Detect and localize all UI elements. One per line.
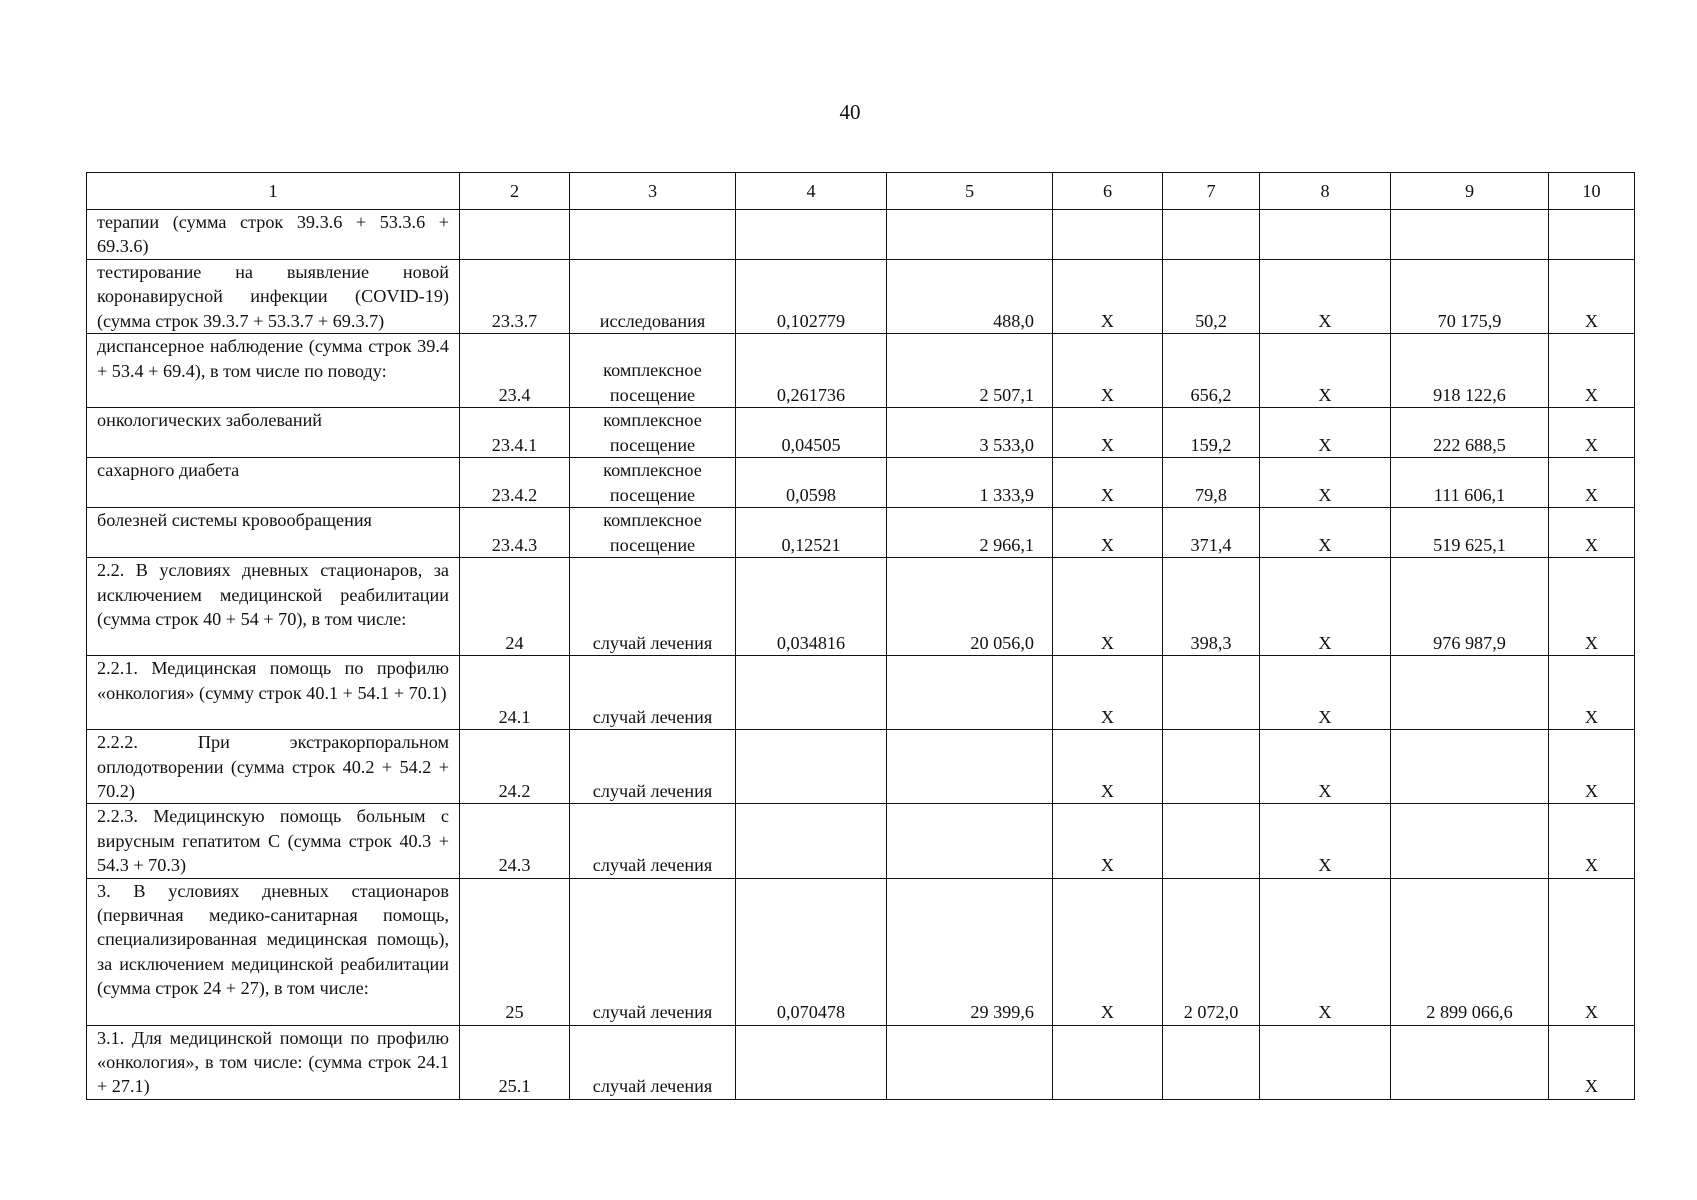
header-row bbox=[87, 173, 1635, 210]
table-row bbox=[87, 210, 1635, 260]
col-7-value-cell bbox=[1163, 656, 1260, 730]
unit-of-measure-cell: случай лечения bbox=[570, 558, 736, 656]
volume-norm-cell bbox=[736, 1025, 887, 1099]
col-9-value-cell bbox=[1391, 1025, 1549, 1099]
row-code-cell bbox=[460, 210, 570, 260]
col-10-value-cell: Х bbox=[1549, 1025, 1635, 1099]
volume-norm-cell: 0,034816 bbox=[736, 558, 887, 656]
column-number-1: 1 bbox=[87, 173, 460, 210]
cost-norm-cell: 1 333,9 bbox=[887, 458, 1053, 508]
col-9-value-cell: 976 987,9 bbox=[1391, 558, 1549, 656]
col-7-value-cell: 656,2 bbox=[1163, 334, 1260, 408]
cost-norm-cell: 3 533,0 bbox=[887, 408, 1053, 458]
col-9-value-cell: 2 899 066,6 bbox=[1391, 878, 1549, 1025]
row-code-cell: 25.1 bbox=[460, 1025, 570, 1099]
data-table bbox=[86, 172, 1635, 1100]
table-row bbox=[87, 878, 1635, 1025]
cost-norm-cell: 2 966,1 bbox=[887, 508, 1053, 558]
volume-norm-cell bbox=[736, 656, 887, 730]
col-8-value-cell bbox=[1260, 1025, 1391, 1099]
volume-norm-cell: 0,04505 bbox=[736, 408, 887, 458]
table-row bbox=[87, 558, 1635, 656]
col-7-value-cell bbox=[1163, 730, 1260, 804]
col-9-value-cell: 222 688,5 bbox=[1391, 408, 1549, 458]
table-row bbox=[87, 408, 1635, 458]
col-6-value-cell: Х bbox=[1053, 458, 1163, 508]
col-6-value-cell: Х bbox=[1053, 508, 1163, 558]
cost-norm-cell bbox=[887, 804, 1053, 878]
unit-of-measure-cell: комплексное посещение bbox=[570, 334, 736, 408]
col-7-value-cell: 371,4 bbox=[1163, 508, 1260, 558]
unit-of-measure-cell: случай лечения bbox=[570, 730, 736, 804]
column-number-5: 5 bbox=[887, 173, 1053, 210]
col-9-value-cell: 70 175,9 bbox=[1391, 260, 1549, 334]
unit-of-measure-cell: случай лечения bbox=[570, 878, 736, 1025]
row-code-cell: 23.4 bbox=[460, 334, 570, 408]
col-10-value-cell: Х bbox=[1549, 558, 1635, 656]
col-8-value-cell: Х bbox=[1260, 804, 1391, 878]
col-7-value-cell bbox=[1163, 210, 1260, 260]
col-8-value-cell: Х bbox=[1260, 458, 1391, 508]
indicator-name-cell: диспансерное наблюдение (сумма строк 39.4 + 53.4 + 69.4), в том числе по поводу: bbox=[87, 334, 460, 408]
row-code-cell: 23.3.7 bbox=[460, 260, 570, 334]
row-code-cell: 23.4.3 bbox=[460, 508, 570, 558]
indicator-name-cell: 3.1. Для медицинской помощи по профилю «онкология», в том числе: (сумма строк 24.1 + 27.1) bbox=[87, 1025, 460, 1099]
col-7-value-cell: 50,2 bbox=[1163, 260, 1260, 334]
cost-norm-cell: 20 056,0 bbox=[887, 558, 1053, 656]
table-row bbox=[87, 1025, 1635, 1099]
col-6-value-cell: Х bbox=[1053, 558, 1163, 656]
col-9-value-cell: 519 625,1 bbox=[1391, 508, 1549, 558]
col-6-value-cell: Х bbox=[1053, 804, 1163, 878]
volume-norm-cell: 0,070478 bbox=[736, 878, 887, 1025]
column-number-3: 3 bbox=[570, 173, 736, 210]
col-10-value-cell: Х bbox=[1549, 804, 1635, 878]
cost-norm-cell: 488,0 bbox=[887, 260, 1053, 334]
col-6-value-cell bbox=[1053, 210, 1163, 260]
unit-of-measure-cell: комплексное посещение bbox=[570, 508, 736, 558]
indicator-name-cell: терапии (сумма строк 39.3.6 + 53.3.6 + 69.3.6) bbox=[87, 210, 460, 260]
col-7-value-cell: 2 072,0 bbox=[1163, 878, 1260, 1025]
col-10-value-cell: Х bbox=[1549, 260, 1635, 334]
col-8-value-cell: Х bbox=[1260, 878, 1391, 1025]
indicator-name-cell: 2.2.1. Медицинская помощь по профилю «онкология» (сумму строк 40.1 + 54.1 + 70.1) bbox=[87, 656, 460, 730]
unit-of-measure-cell: комплексное посещение bbox=[570, 458, 736, 508]
col-8-value-cell: Х bbox=[1260, 334, 1391, 408]
col-10-value-cell: Х bbox=[1549, 458, 1635, 508]
row-code-cell: 24.2 bbox=[460, 730, 570, 804]
unit-of-measure-cell: случай лечения bbox=[570, 804, 736, 878]
col-7-value-cell: 398,3 bbox=[1163, 558, 1260, 656]
col-6-value-cell: Х bbox=[1053, 730, 1163, 804]
col-7-value-cell bbox=[1163, 1025, 1260, 1099]
col-10-value-cell bbox=[1549, 210, 1635, 260]
cost-norm-cell: 2 507,1 bbox=[887, 334, 1053, 408]
page-number: 40 bbox=[839, 100, 861, 124]
table-row bbox=[87, 260, 1635, 334]
col-6-value-cell bbox=[1053, 1025, 1163, 1099]
volume-norm-cell: 0,0598 bbox=[736, 458, 887, 508]
col-8-value-cell: Х bbox=[1260, 260, 1391, 334]
col-6-value-cell: Х bbox=[1053, 260, 1163, 334]
col-8-value-cell: Х bbox=[1260, 558, 1391, 656]
col-7-value-cell: 79,8 bbox=[1163, 458, 1260, 508]
column-number-7: 7 bbox=[1163, 173, 1260, 210]
indicator-name-cell: 2.2. В условиях дневных стационаров, за исключением медицинской реабилитации (сумма строк 40 + 54 + 70), в том числе: bbox=[87, 558, 460, 656]
indicator-name-cell: 2.2.3. Медицинскую помощь больным с вирусным гепатитом С (сумма строк 40.3 + 54.3 + 70.3) bbox=[87, 804, 460, 878]
col-6-value-cell: Х bbox=[1053, 878, 1163, 1025]
col-10-value-cell: Х bbox=[1549, 334, 1635, 408]
col-6-value-cell: Х bbox=[1053, 656, 1163, 730]
volume-norm-cell bbox=[736, 730, 887, 804]
column-number-6: 6 bbox=[1053, 173, 1163, 210]
col-10-value-cell: Х bbox=[1549, 730, 1635, 804]
col-10-value-cell: Х bbox=[1549, 508, 1635, 558]
col-8-value-cell: Х bbox=[1260, 508, 1391, 558]
unit-of-measure-cell: случай лечения bbox=[570, 1025, 736, 1099]
row-code-cell: 23.4.2 bbox=[460, 458, 570, 508]
row-code-cell: 24.3 bbox=[460, 804, 570, 878]
row-code-cell: 23.4.1 bbox=[460, 408, 570, 458]
table-row bbox=[87, 656, 1635, 730]
volume-norm-cell bbox=[736, 804, 887, 878]
indicator-name-cell: болезней системы кровообращения bbox=[87, 508, 460, 558]
col-9-value-cell bbox=[1391, 804, 1549, 878]
table-row bbox=[87, 334, 1635, 408]
row-code-cell: 24 bbox=[460, 558, 570, 656]
cost-norm-cell bbox=[887, 656, 1053, 730]
volume-norm-cell bbox=[736, 210, 887, 260]
col-8-value-cell bbox=[1260, 210, 1391, 260]
col-9-value-cell bbox=[1391, 730, 1549, 804]
indicator-name-cell: онкологических заболеваний bbox=[87, 408, 460, 458]
col-8-value-cell: Х bbox=[1260, 656, 1391, 730]
indicator-name-cell: сахарного диабета bbox=[87, 458, 460, 508]
unit-of-measure-cell: комплексное посещение bbox=[570, 408, 736, 458]
table-row bbox=[87, 804, 1635, 878]
col-10-value-cell: Х bbox=[1549, 408, 1635, 458]
row-code-cell: 24.1 bbox=[460, 656, 570, 730]
indicator-name-cell: тестирование на выявление новой коронавирусной инфекции (COVID-19) (сумма строк 39.3.7 + 53.3.7 + 69.3.7) bbox=[87, 260, 460, 334]
table-row bbox=[87, 730, 1635, 804]
col-8-value-cell: Х bbox=[1260, 730, 1391, 804]
cost-norm-cell bbox=[887, 210, 1053, 260]
cost-norm-cell: 29 399,6 bbox=[887, 878, 1053, 1025]
col-6-value-cell: Х bbox=[1053, 408, 1163, 458]
column-number-9: 9 bbox=[1391, 173, 1549, 210]
cost-norm-cell bbox=[887, 730, 1053, 804]
col-9-value-cell: 111 606,1 bbox=[1391, 458, 1549, 508]
col-10-value-cell: Х bbox=[1549, 656, 1635, 730]
col-7-value-cell bbox=[1163, 804, 1260, 878]
volume-norm-cell: 0,261736 bbox=[736, 334, 887, 408]
col-7-value-cell: 159,2 bbox=[1163, 408, 1260, 458]
column-number-2: 2 bbox=[460, 173, 570, 210]
col-9-value-cell bbox=[1391, 210, 1549, 260]
volume-norm-cell: 0,12521 bbox=[736, 508, 887, 558]
col-8-value-cell: Х bbox=[1260, 408, 1391, 458]
table-row bbox=[87, 508, 1635, 558]
col-6-value-cell: Х bbox=[1053, 334, 1163, 408]
indicator-name-cell: 2.2.2. При экстракорпоральном оплодотворении (сумма строк 40.2 + 54.2 + 70.2) bbox=[87, 730, 460, 804]
row-code-cell: 25 bbox=[460, 878, 570, 1025]
column-number-8: 8 bbox=[1260, 173, 1391, 210]
unit-of-measure-cell bbox=[570, 210, 736, 260]
indicator-name-cell: 3. В условиях дневных стационаров (первичная медико-санитарная помощь, специализированная медицинская помощь), за исключением медицинской реабилитации (сумма строк 24 + 27), в том числе: bbox=[87, 878, 460, 1025]
col-9-value-cell: 918 122,6 bbox=[1391, 334, 1549, 408]
column-number-10: 10 bbox=[1549, 173, 1635, 210]
col-10-value-cell: Х bbox=[1549, 878, 1635, 1025]
unit-of-measure-cell: случай лечения bbox=[570, 656, 736, 730]
volume-norm-cell: 0,102779 bbox=[736, 260, 887, 334]
column-number-4: 4 bbox=[736, 173, 887, 210]
col-9-value-cell bbox=[1391, 656, 1549, 730]
unit-of-measure-cell: исследования bbox=[570, 260, 736, 334]
cost-norm-cell bbox=[887, 1025, 1053, 1099]
table-row bbox=[87, 458, 1635, 508]
